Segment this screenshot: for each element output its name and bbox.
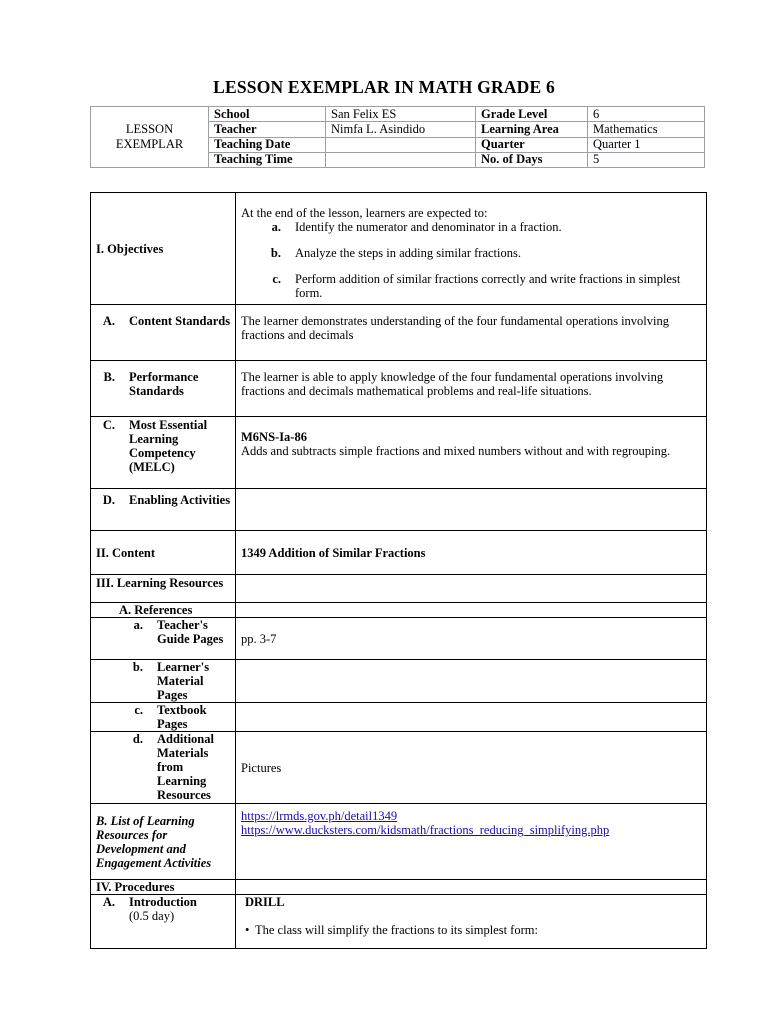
grade-level-value: 6: [588, 107, 705, 122]
resource-list-row: [91, 804, 707, 880]
enabling-text: [236, 489, 706, 495]
quarter-value: Quarter 1: [588, 137, 705, 152]
teacher-label: Teacher: [209, 122, 326, 137]
objective-item: c. Perform addition of similar fractions correctly and write fractions in simplest form.: [272, 272, 681, 300]
introduction-label: Introduction: [129, 895, 197, 909]
objectives-label: I. Objectives: [96, 241, 164, 256]
drill-label: DRILL: [245, 895, 285, 909]
melc-label: Most Essential Learning Competency (MELC): [129, 418, 208, 474]
drill-bullet: • The class will simplify the fractions to its simplest form:: [245, 923, 538, 937]
school-label: School: [209, 107, 326, 122]
performance-standards-letter: B.: [103, 370, 115, 384]
content-standards-text: The learner demonstrates understanding of the four fundamental operations involving fractions and decimals: [241, 314, 669, 342]
references-row: [91, 603, 707, 618]
lm-pages-label: Learner's Material Pages: [157, 660, 210, 702]
teaching-date-label: Teaching Date: [209, 137, 326, 152]
lesson-plan-table: [90, 192, 707, 949]
content-text: 1349 Addition of Similar Fractions: [241, 545, 426, 560]
teaching-time-label: Teaching Time: [209, 152, 326, 167]
bullet-icon: •: [245, 923, 250, 937]
ducksters-link[interactable]: https://www.ducksters.com/kidsmath/fractions_reducing_simplifying.php: [241, 823, 610, 837]
school-value: San Felix ES: [326, 107, 476, 122]
melc-row: [91, 417, 707, 489]
learning-area-value: Mathematics: [588, 122, 705, 137]
tg-pages-row: a. Teacher's Guide Pages pp. 3-7: [91, 618, 707, 660]
learning-resources-row: [91, 575, 707, 603]
textbook-pages-label: Textbook Pages: [157, 703, 207, 731]
tg-pages-label: Teacher's Guide Pages: [157, 618, 224, 646]
objectives-list: [241, 220, 701, 300]
learning-resources-label: III. Learning Resources: [96, 576, 224, 590]
additional-materials-row: d. Additional Materials from Learning Resources Pictures: [91, 732, 707, 804]
content-standards-letter: A.: [102, 314, 115, 328]
document-title: LESSON EXEMPLAR IN MATH GRADE 6: [213, 77, 555, 97]
performance-standards-row: [91, 361, 707, 417]
objectives-intro: At the end of the lesson, learners are expected to:: [241, 206, 488, 220]
teaching-date-value: [326, 137, 476, 152]
objective-item: a. Identify the numerator and denominator in a fraction.: [271, 220, 562, 234]
teacher-value: Nimfa L. Asindido: [326, 122, 476, 137]
lrmds-link[interactable]: https://lrmds.gov.ph/detail1349: [241, 809, 398, 823]
procedures-label: IV. Procedures: [96, 880, 175, 894]
content-standards-row: [91, 305, 707, 361]
content-label: II. Content: [96, 545, 156, 560]
lesson-info-table: [90, 106, 705, 168]
lesson-exemplar-label: LESSON EXEMPLAR: [91, 107, 209, 168]
enabling-letter: D.: [102, 493, 115, 507]
additional-materials-value: Pictures: [241, 760, 282, 775]
enabling-label: Enabling Activities: [129, 493, 231, 507]
resource-list-label: B. List of Learning Resources for Development and Engagement Activities: [96, 813, 212, 870]
learning-area-label: Learning Area: [476, 122, 588, 137]
performance-standards-label: Performance Standards: [129, 370, 199, 398]
content-row: [91, 531, 707, 575]
introduction-duration: (0.5 day): [129, 909, 175, 923]
content-standards-label: Content Standards: [129, 314, 231, 328]
lm-pages-row: b. Learner's Material Pages: [91, 660, 707, 703]
melc-text: Adds and subtracts simple fractions and mixed numbers without and with regrouping.: [241, 444, 671, 458]
quarter-label: Quarter: [476, 137, 588, 152]
performance-standards-text: The learner is able to apply knowledge of the four fundamental operations involving fractions and decimals mathematical problems and real-life situations.: [241, 370, 664, 398]
procedures-row: [91, 880, 707, 895]
days-label: No. of Days: [476, 152, 588, 167]
grade-level-label: Grade Level: [476, 107, 588, 122]
references-label: A. References: [119, 603, 193, 617]
melc-letter: C.: [102, 418, 115, 432]
objectives-row: [91, 193, 707, 305]
teaching-time-value: [326, 152, 476, 167]
melc-code: M6NS-Ia-86: [241, 430, 307, 444]
additional-materials-label: Additional Materials from Learning Resources: [157, 732, 214, 802]
tg-pages-value: pp. 3-7: [241, 631, 277, 646]
days-value: 5: [588, 152, 705, 167]
textbook-pages-row: c. Textbook Pages: [91, 703, 707, 732]
enabling-row: [91, 489, 707, 531]
introduction-row: A. Introduction (0.5 day) DRILL • The class will simplify the fractions to its simplest form:: [91, 895, 707, 949]
objective-item: b. Analyze the steps in adding similar fractions.: [270, 246, 521, 260]
